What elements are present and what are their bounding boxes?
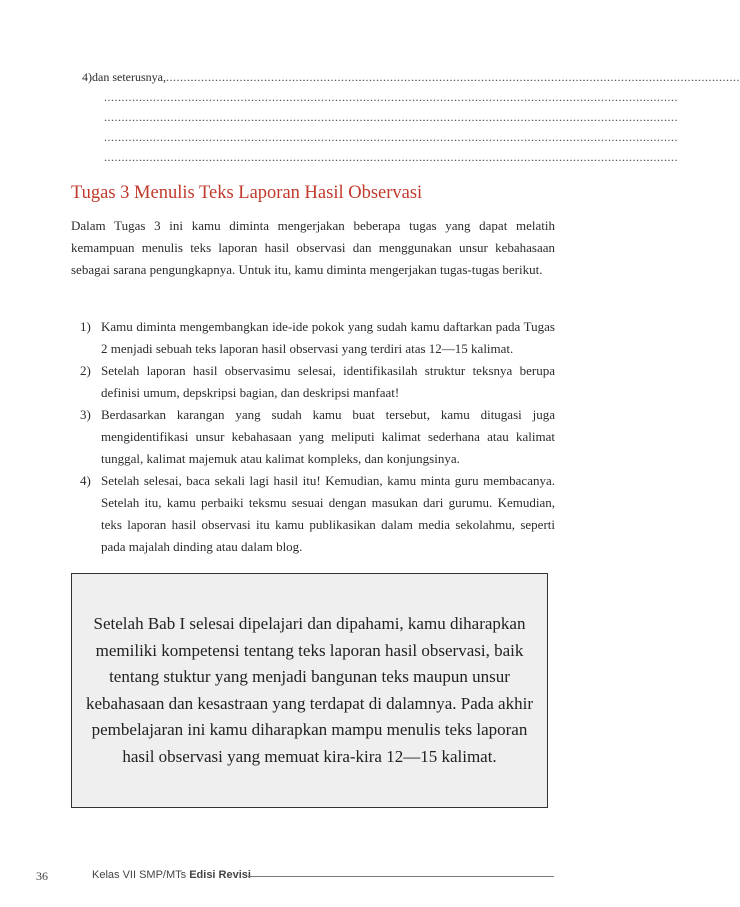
footer-edition: Edisi Revisi [189, 869, 251, 881]
list-item-number: 4) [80, 473, 91, 488]
page-number: 36 [36, 869, 48, 883]
list-item-text: Kamu diminta mengembangkan ide-ide pokok yang sudah kamu daftarkan pada Tugas 2 menjadi sebuah teks laporan hasil observasi yang terdiri atas 12—15 kalimat. [101, 319, 555, 356]
dotted-fill-line: .................................................................................................................................................................... [165, 70, 740, 84]
dotted-fill-line: .................................................................................................................................................................... [104, 110, 678, 124]
dotted-item-label: dan seterusnya, [92, 70, 166, 84]
dotted-answer-item [82, 70, 740, 170]
dotted-item-number: 4) [82, 70, 92, 84]
list-item-text: Setelah selesai, baca sekali lagi hasil itu! Kemudian, kamu minta guru membacanya. Setelah itu, kamu perbaiki teksmu sesuai dengan masukan dari gurumu. Kemudian, teks laporan hasil observasi itu kamu publikasikan dalam media sekolahmu, seperti pada majalah dinding atau dalam blog. [101, 473, 555, 554]
list-item [71, 316, 555, 360]
list-item [71, 360, 555, 404]
dotted-fill-line: .................................................................................................................................................................... [104, 90, 678, 104]
dotted-fill-line: .................................................................................................................................................................... [104, 150, 678, 164]
dotted-fill-line: .................................................................................................................................................................... [104, 130, 678, 144]
list-item-number: 1) [80, 319, 91, 334]
dotted-item-first-line [82, 70, 740, 90]
intro-paragraph: Dalam Tugas 3 ini kamu diminta mengerjakan beberapa tugas yang dapat melatih kemampuan menulis teks laporan hasil observasi dan menggunakan unsur kebahasaan sebagai sarana pengungkapnya. Untuk itu, kamu diminta mengerjakan tugas-tugas berikut. [71, 218, 555, 277]
section-title: Tugas 3 Menulis Teks Laporan Hasil Observasi [71, 183, 423, 203]
list-item [71, 404, 555, 470]
list-item-number: 2) [80, 363, 91, 378]
list-item-text: Berdasarkan karangan yang sudah kamu buat tersebut, kamu ditugasi juga mengidentifikasi unsur kebahasaan yang meliputi kalimat sederhana atau kalimat tunggal, kalimat majemuk atau kalimat kompleks, dan konjungsinya. [101, 407, 555, 466]
summary-box [71, 573, 548, 808]
task-list [71, 316, 555, 558]
summary-text: Setelah Bab I selesai dipelajari dan dipahami, kamu diharapkan memiliki kompetensi tentang teks laporan hasil observasi, baik tentang stuktur yang menjadi bangunan teks maupun unsur kebahasaan dan kesastraan yang terdapat di dalamnya. Pada akhir pembelajaran ini kamu diharapkan mampu menulis teks laporan hasil observasi yang memuat kira-kira 12—15 kalimat. [85, 614, 533, 766]
list-item [71, 470, 555, 558]
list-item-number: 3) [80, 407, 91, 422]
footer-book-title [92, 869, 251, 881]
footer-book: Kelas VII SMP/MTs [92, 869, 187, 881]
list-item-text: Setelah laporan hasil observasimu selesai, identifikasilah struktur teksnya berupa definisi umum, depskripsi bagian, dan deskripsi manfaat! [101, 363, 555, 400]
footer-rule [248, 876, 554, 877]
